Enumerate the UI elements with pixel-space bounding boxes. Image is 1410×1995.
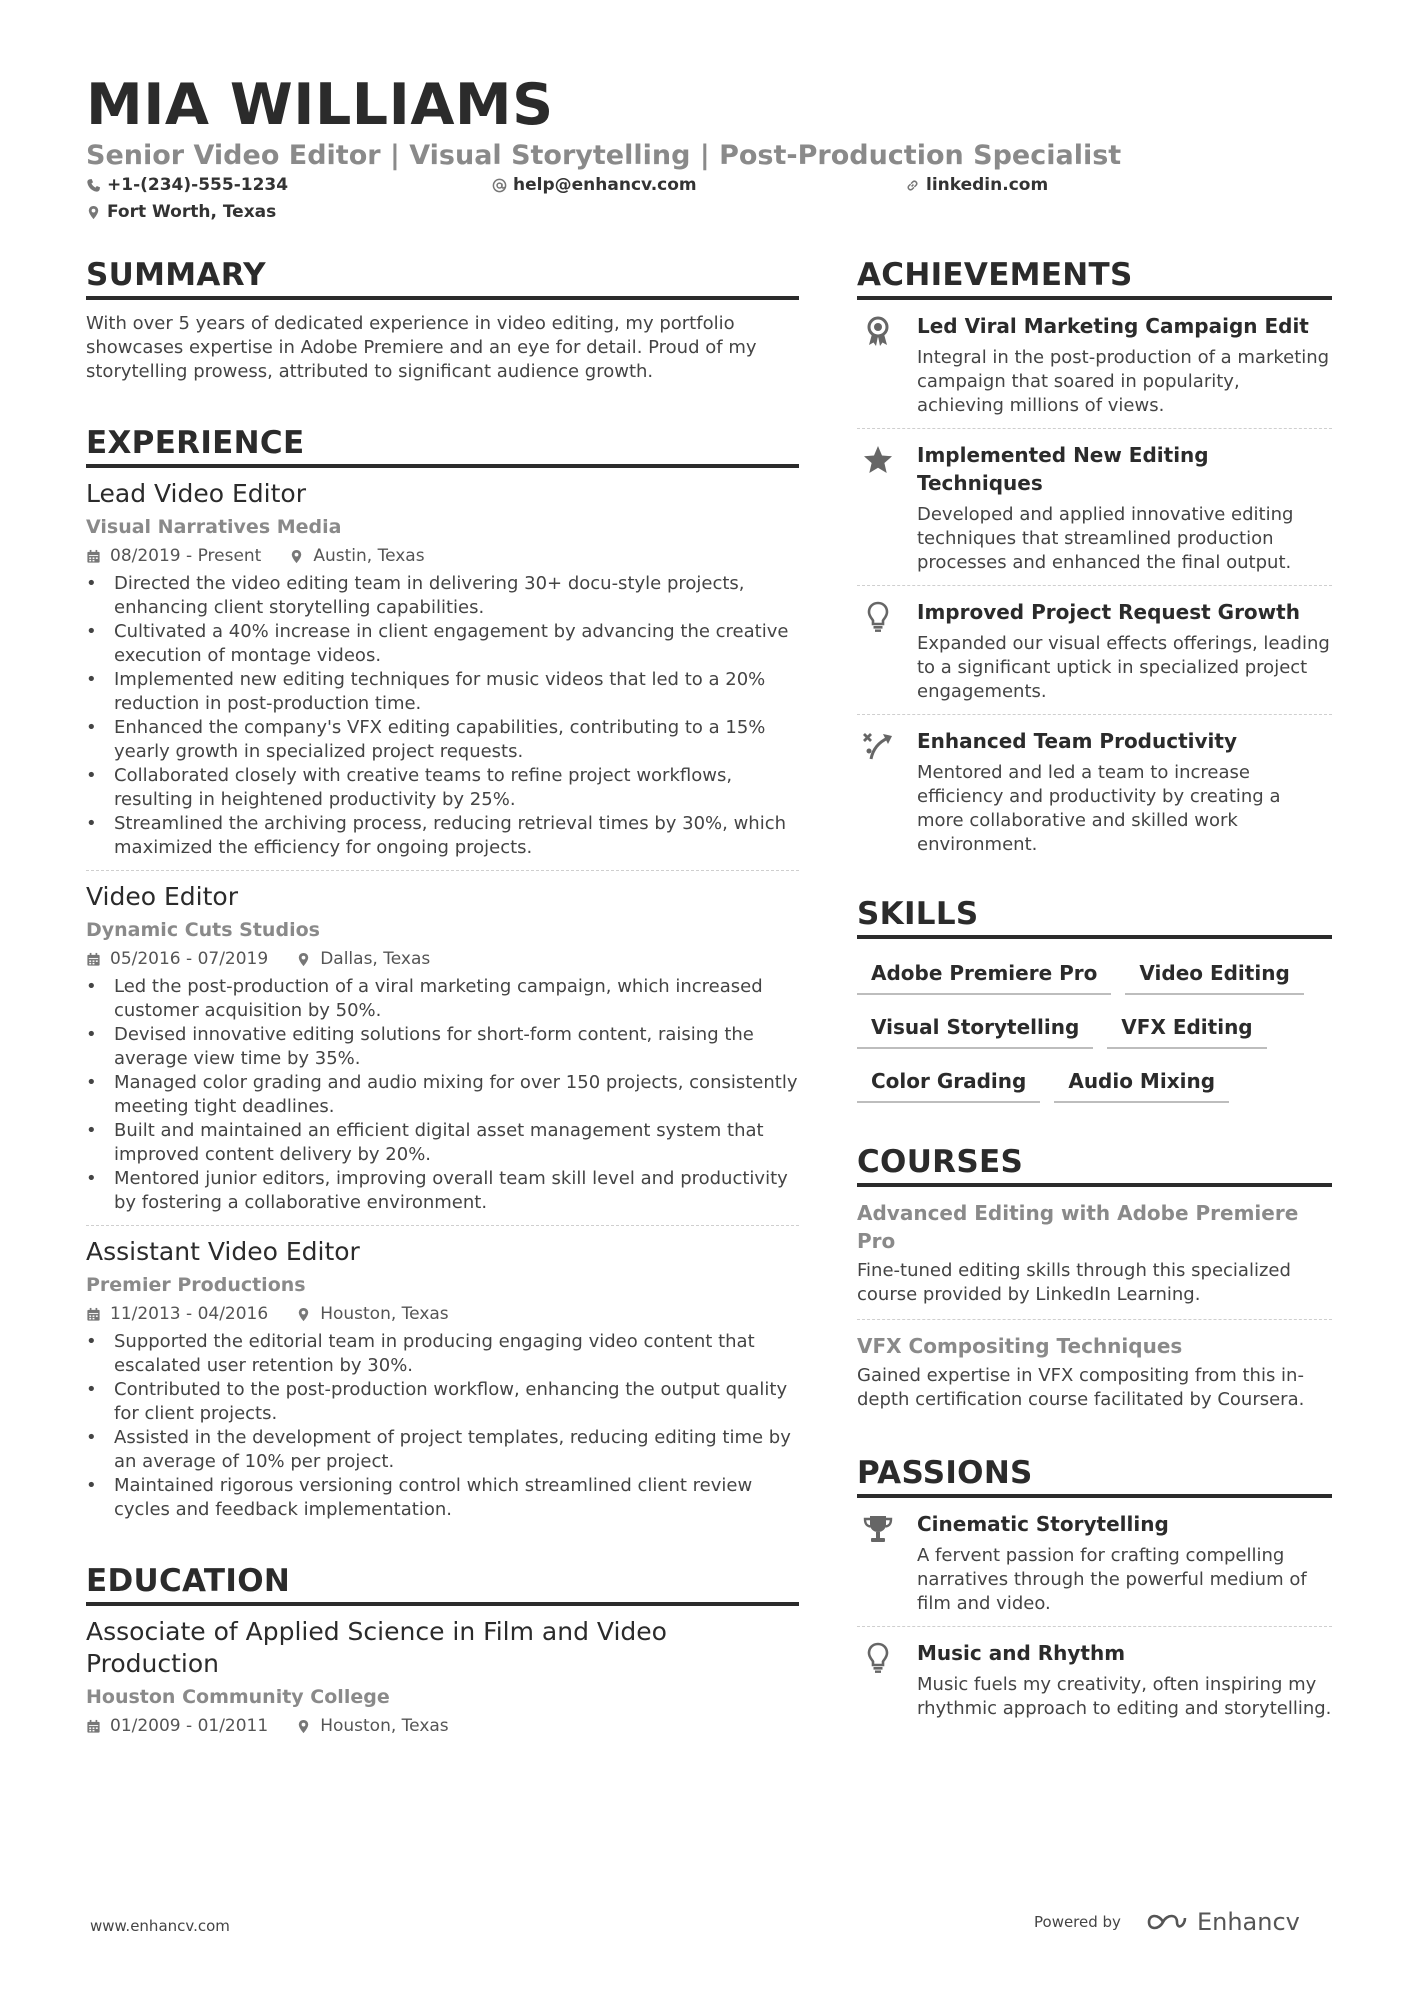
education-meta [86, 1714, 799, 1738]
job-location [296, 947, 430, 971]
education-title: EDUCATION [86, 1562, 799, 1606]
bullet-item: • Enhanced the company's VFX editing capabilities, contributing to a 15% yearly growth in specialized project requests. [86, 716, 799, 764]
job-company: Visual Narratives Media [86, 516, 342, 538]
contact-email [492, 174, 697, 196]
achievement-desc: Developed and applied innovative editing techniques that streamlined production processes and enhanced the final output. [917, 504, 1294, 573]
passion-desc: Music fuels my creativity, often inspiring my rhythmic approach to editing and storytelling. [917, 1674, 1332, 1719]
education-dates [86, 1714, 268, 1738]
lightbulb-icon [861, 600, 895, 634]
degree-title: Associate of Applied Science in Film and Video Production [86, 1617, 667, 1678]
linkedin-text: linkedin.com [926, 175, 1049, 195]
job-dates-text: 08/2019 - Present [110, 546, 262, 566]
education-location [296, 1714, 448, 1738]
skill-tag: Adobe Premiere Pro [857, 955, 1111, 995]
job-title: Assistant Video Editor [86, 1237, 360, 1266]
course-desc: Gained expertise in VFX compositing from this in-depth certification course facilitated by Coursera. [857, 1365, 1305, 1410]
job-title: Lead Video Editor [86, 479, 306, 508]
passion-item [857, 1498, 1332, 1626]
brand-logo [1145, 1908, 1300, 1936]
calendar-icon [86, 1719, 101, 1734]
powered-by-text: Powered by [1034, 1913, 1121, 1931]
job-location-text: Austin, Texas [313, 546, 425, 566]
job-bullets [86, 572, 799, 860]
skill-tag: Audio Mixing [1054, 1063, 1229, 1103]
achievement-title: Led Viral Marketing Campaign Edit [917, 314, 1309, 338]
bullet-item: • Directed the video editing team in delivering 30+ docu-style projects, enhancing client storytelling capabilities. [86, 572, 799, 620]
achievement-title: Enhanced Team Productivity [917, 729, 1237, 753]
achievement-item [857, 429, 1332, 585]
phone-text: +1-(234)-555-1234 [107, 175, 289, 195]
achievement-item [857, 586, 1332, 714]
star-icon [861, 443, 895, 477]
course-desc: Fine-tuned editing skills through this specialized course provided by LinkedIn Learning. [857, 1260, 1291, 1305]
bullet-item: • Devised innovative editing solutions for short-form content, raising the average view time by 35%. [86, 1023, 799, 1071]
passion-title: Music and Rhythm [917, 1641, 1126, 1665]
summary-text: With over 5 years of dedicated experience in video editing, my portfolio showcases expertise in Adobe Premiere and an eye for detail. Proud of my storytelling prowess, attributed to significant audience growth. [86, 313, 757, 382]
skills-title: SKILLS [857, 895, 1332, 939]
phone-icon [86, 178, 101, 193]
achievement-desc: Expanded our visual effects offerings, leading to a significant uptick in specialized project engagements. [917, 633, 1330, 702]
divider [86, 870, 799, 871]
email-text: help@enhancv.com [513, 175, 697, 195]
enhancv-logo-icon [1145, 1910, 1189, 1934]
achievements-section [857, 256, 1332, 867]
education-section [86, 1562, 799, 1738]
job-bullets [86, 1330, 799, 1522]
education-dates-text: 01/2009 - 01/2011 [110, 1716, 269, 1736]
contact-phone [86, 174, 288, 196]
passion-desc: A fervent passion for crafting compelling narratives through the powerful medium of film and video. [917, 1545, 1307, 1614]
lightbulb-icon [861, 1641, 895, 1675]
experience-section [86, 424, 799, 1522]
job-meta [86, 544, 799, 568]
achievement-item [857, 715, 1332, 867]
job-company: Dynamic Cuts Studios [86, 919, 320, 941]
achievements-title: ACHIEVEMENTS [857, 256, 1332, 300]
skill-tag: VFX Editing [1107, 1009, 1266, 1049]
summary-section [86, 256, 799, 384]
location-pin-icon [296, 1719, 311, 1734]
achievement-title: Implemented New Editing Techniques [917, 443, 1209, 495]
footer-brand [1034, 1908, 1300, 1936]
job-location-text: Houston, Texas [320, 1304, 449, 1324]
courses-section [857, 1143, 1332, 1412]
bullet-item: • Cultivated a 40% increase in client engagement by advancing the creative execution of montage videos. [86, 620, 799, 668]
job-entry [86, 478, 799, 871]
job-meta [86, 1302, 799, 1326]
website-link[interactable]: www.enhancv.com [90, 1917, 230, 1935]
location-pin-icon [86, 205, 101, 220]
headline: Senior Video Editor | Visual Storytelling | Post-Production Specialist [86, 140, 1122, 171]
education-location-text: Houston, Texas [320, 1716, 449, 1736]
job-dates-text: 05/2016 - 07/2019 [110, 949, 269, 969]
location-pin-icon [289, 549, 304, 564]
courses-title: COURSES [857, 1143, 1332, 1187]
job-bullets [86, 975, 799, 1215]
summary-title: SUMMARY [86, 256, 799, 300]
bullet-item: • Contributed to the post-production workflow, enhancing the output quality for client projects. [86, 1378, 799, 1426]
job-title: Video Editor [86, 882, 238, 911]
calendar-icon [86, 1307, 101, 1322]
skills-section [857, 895, 1332, 1103]
job-entry [86, 881, 799, 1226]
course-title: VFX Compositing Techniques [857, 1334, 1183, 1358]
job-company: Premier Productions [86, 1274, 306, 1296]
job-location [289, 544, 424, 568]
bullet-item: • Collaborated closely with creative teams to refine project workflows, resulting in heightened productivity by 25%. [86, 764, 799, 812]
passion-item [857, 1627, 1332, 1731]
trophy-icon [861, 1512, 895, 1546]
job-location-text: Dallas, Texas [320, 949, 431, 969]
skills-list [857, 955, 1317, 1103]
bullet-item: • Implemented new editing techniques for music videos that led to a 20% reduction in post-production time. [86, 668, 799, 716]
job-dates [86, 947, 268, 971]
location-pin-icon [296, 1307, 311, 1322]
school-name: Houston Community College [86, 1686, 390, 1708]
bullet-item: • Maintained rigorous versioning control which streamlined client review cycles and feedback implementation. [86, 1474, 799, 1522]
skill-tag: Video Editing [1125, 955, 1303, 995]
candidate-name: MIA WILLIAMS [86, 72, 554, 138]
divider [857, 1319, 1332, 1320]
bullet-item: • Managed color grading and audio mixing for over 150 projects, consistently meeting tight deadlines. [86, 1071, 799, 1119]
strategy-arrow-icon [861, 729, 895, 763]
left-column [86, 256, 799, 1766]
passion-title: Cinematic Storytelling [917, 1512, 1169, 1536]
skill-tag: Visual Storytelling [857, 1009, 1093, 1049]
achievement-desc: Mentored and led a team to increase efficiency and productivity by creating a more collaborative and skilled work environment. [917, 762, 1281, 855]
bullet-item: • Mentored junior editors, improving overall team skill level and productivity by fostering a collaborative environment. [86, 1167, 799, 1215]
job-location [296, 1302, 448, 1326]
bullet-item: • Supported the editorial team in producing engaging video content that escalated user retention by 30%. [86, 1330, 799, 1378]
passions-title: PASSIONS [857, 1454, 1332, 1498]
skill-tag: Color Grading [857, 1063, 1040, 1103]
divider [86, 1225, 799, 1226]
contact-linkedin [905, 174, 1048, 196]
bullet-item: • Built and maintained an efficient digital asset management system that improved content delivery by 20%. [86, 1119, 799, 1167]
course-title: Advanced Editing with Adobe Premiere Pro [857, 1201, 1299, 1253]
bullet-item: • Led the post-production of a viral marketing campaign, which increased customer acquisition by 50%. [86, 975, 799, 1023]
job-dates-text: 11/2013 - 04/2016 [110, 1304, 269, 1324]
bullet-item: • Assisted in the development of project templates, reducing editing time by an average of 10% per project. [86, 1426, 799, 1474]
location-pin-icon [296, 952, 311, 967]
calendar-icon [86, 549, 101, 564]
passions-section [857, 1454, 1332, 1731]
achievement-desc: Integral in the post-production of a marketing campaign that soared in popularity, achieving millions of views. [917, 347, 1330, 416]
link-icon [905, 178, 920, 193]
brand-name: Enhancv [1196, 1908, 1300, 1936]
job-dates [86, 544, 261, 568]
award-ribbon-icon [861, 314, 895, 348]
job-dates [86, 1302, 268, 1326]
achievement-item [857, 300, 1332, 428]
bullet-item: • Streamlined the archiving process, reducing retrieval times by 30%, which maximized the efficiency for ongoing projects. [86, 812, 799, 860]
achievement-title: Improved Project Request Growth [917, 600, 1300, 624]
contact-location [86, 201, 276, 223]
location-text: Fort Worth, Texas [107, 202, 277, 222]
job-entry [86, 1236, 799, 1522]
job-meta [86, 947, 799, 971]
at-icon [492, 178, 507, 193]
right-column [857, 256, 1332, 1759]
calendar-icon [86, 952, 101, 967]
experience-title: EXPERIENCE [86, 424, 799, 468]
